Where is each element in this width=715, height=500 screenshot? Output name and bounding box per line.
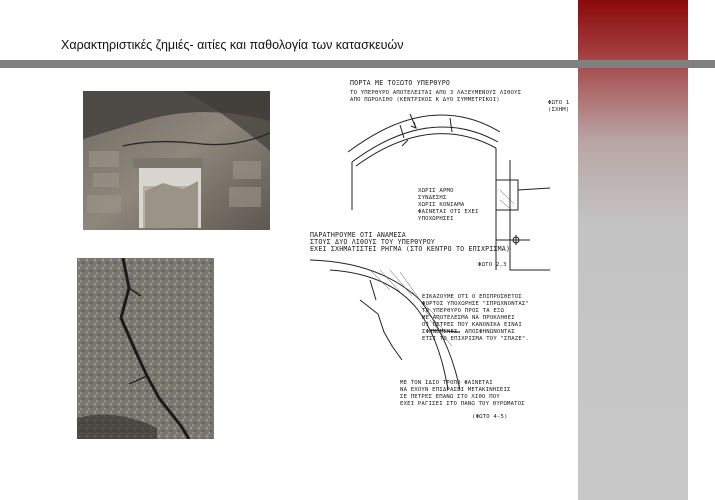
slide-title: Χαρακτηριστικές ζημιές- αιτίες και παθολογία των κατασκευών: [61, 38, 404, 52]
note-cause: ΕΙΚΑΖΟΥΜΕ ΟΤΙ Ο ΕΠΙΠΡΟΣΘΕΤΟΣ ΦΟΡΤΟΣ ΥΠΟΧΩΡΗΣΕ "ΣΠΡΩΧΝΟΝΤΑΣ" ΤΟ ΥΠΕΡΘΥΡΟ ΠΡΟΣ ΤΑ ΕΞΩ ΜΕ ΑΠΟΤΕΛΕΣΜΑ ΝΑ ΠΡΟΚΛΗΘΕΙ ΟΙ ΠΕΤΡΕΣ ΠΟΥ ΚΑΝΟΝΙΚΑ ΕΙΝΑΙ ΣΦΗΝΩΜΕΝΕΣ, ΑΠΟΣΦΗΝΩΝΟΝΤΑΣ ΕΤΣΙ ΤΟ ΕΠΙΧΡΙΣΜΑ ΤΟΥ "ΣΠΑΖΕ".: [422, 294, 530, 342]
note-door-body: ΤΟ ΥΠΕΡΘΥΡΟ ΑΠΟΤΕΛΕΙΤΑΙ ΑΠΟ 3 ΛΑΞΕΥΜΕΝΟΥΣ ΛΙΘΟΥΣ ΑΠΟ ΠΩΡΟΛΙΘΟ (ΚΕΝΤΡΙΚΟΣ Κ ΔΥΟ ΣΥΜΜΕΤΡΙΚΟΙ): [350, 90, 522, 103]
title-divider: [0, 60, 715, 68]
note-crack-heading: ΠΑΡΑΤΗΡΟΥΜΕ ΟΤΙ ΑΝΑΜΕΣΑ ΣΤΟΥΣ ΔΥΟ ΛΙΘΟΥΣ ΤΟΥ ΥΠΕΡΘΥΡΟΥ ΕΧΕΙ ΣΧΗΜΑΤΙΣΤΕΙ ΡΗΓΜΑ (ΣΤΟ ΚΕΝΤΡΟ ΤΟ ΕΠΙΧΡΙΣΜΑ): [310, 231, 511, 253]
accent-side-panel: [578, 0, 688, 500]
note-same-ref: (ΦΩΤΟ 4-5): [472, 414, 508, 420]
note-door-ref: ΦΩΤΟ 1 (ΣΧΗΜ): [548, 100, 570, 113]
note-mortar: ΧΩΡΙΣ ΑΡΜΟ ΣΥΝΔΕΣΗΣ ΧΩΡΙΣ ΚΟΝΙΑΜΑ ΦΑΙΝΕΤΑΙ ΟΤΙ ΕΧΕΙ ΥΠΟΧΩΡΗΣΕΙ: [418, 188, 479, 222]
photo-cracked-stone: [77, 258, 214, 439]
note-same: ΜΕ ΤΟΝ ΙΔΙΟ ΤΡΟΠΟ ΦΑΙΝΕΤΑΙ ΝΑ ΕΧΟΥΝ ΕΠΙΔΡΑΣΕΙ ΜΕΤΑΚΙΝΗΣΕΙΣ ΣΕ ΠΕΤΡΕΣ ΕΠΑΝΩ ΣΤΟ ΛΙΘΟ ΠΟΥ ΕΧΕΙ ΡΑΓΙΣΕΙ ΣΤΟ ΠΑΝΩ ΤΟΥ ΘΥΡΩΜΑΤΟΣ: [400, 380, 525, 407]
annotated-sketch: [300, 70, 578, 490]
note-crack-ref: ΦΩΤΟ 2,3: [478, 262, 507, 268]
photo-doorway: [83, 91, 270, 230]
note-door-heading: ΠΟΡΤΑ ΜΕ ΤΟΞΩΤΟ ΥΠΕΡΘΥΡΟ: [350, 79, 451, 87]
